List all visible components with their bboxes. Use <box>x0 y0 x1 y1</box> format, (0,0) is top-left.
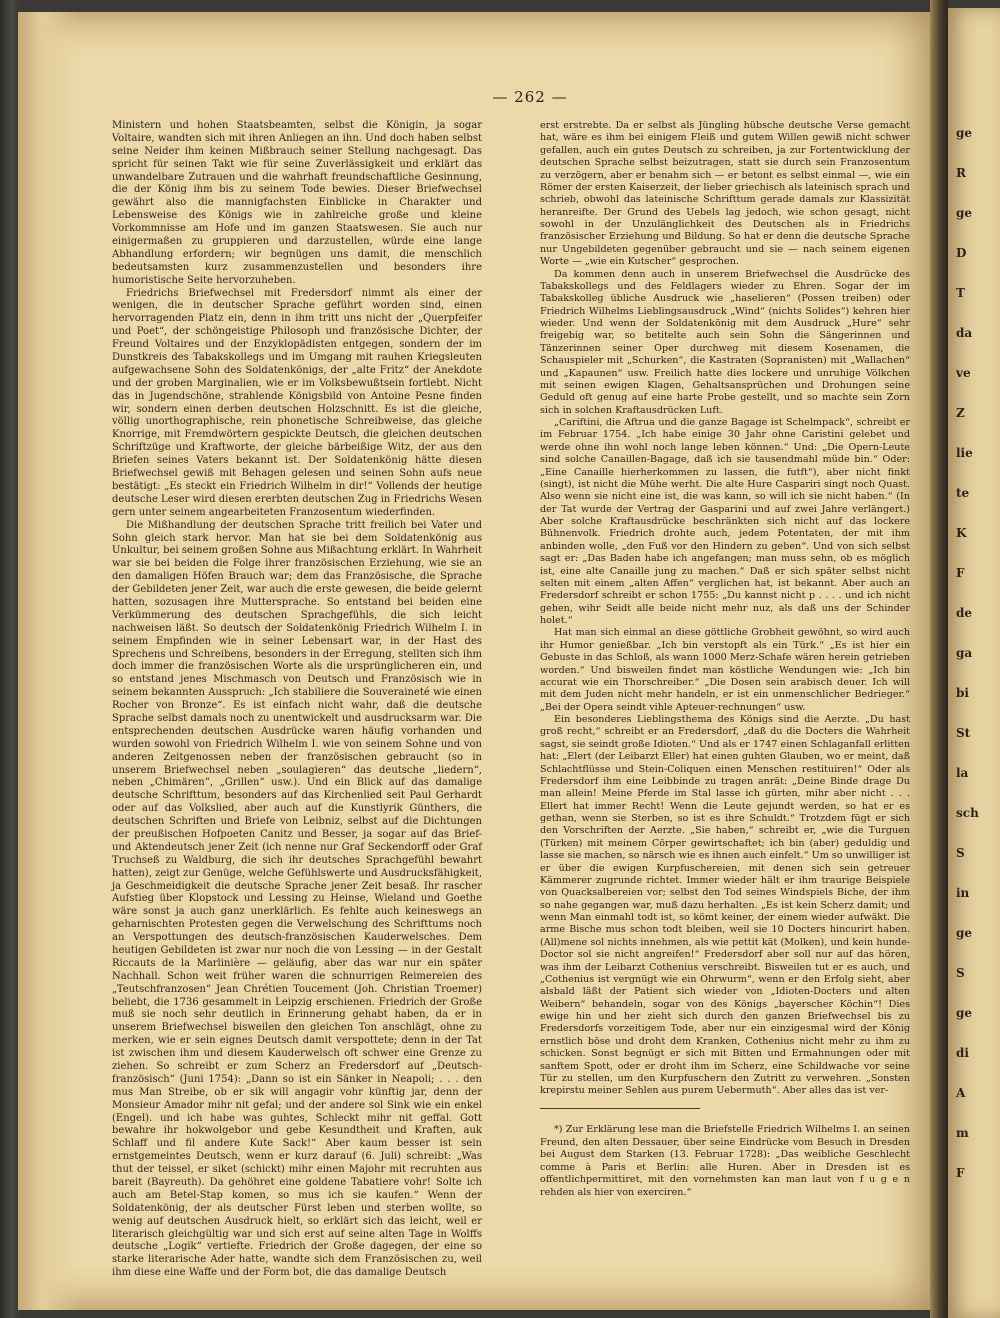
next-page-fragment: D <box>956 246 967 260</box>
next-page-fragment: R <box>956 166 966 180</box>
next-page-fragment: ge <box>956 926 973 940</box>
next-page-fragment: in <box>956 886 970 900</box>
next-page-fragment: m <box>956 1126 969 1140</box>
next-page-fragment: St <box>956 726 971 740</box>
next-page-fragment: F <box>956 566 965 580</box>
next-page-fragment: te <box>956 486 970 500</box>
next-page-fragment: da <box>956 326 973 340</box>
paragraph: „Cariftini, die Aftrua und die ganze Bagage ist Schelmpack“, schreibt er im Februar 1754. „Ich habe einige 30 Jahr ohne Caristini gelebet und werde ohne ihn wohl noch lange leben können.“ Und: „Die Opern-Leute sind solche Canaillen-Bagage, daß ich sie tausendmahl müde bin.“ Oder: „Eine Canaille hierherkommen zu lassen, die futft“), aber nicht finkt (singt), ist nicht die Mühe werht. Die alte Hure Caspariri singt noch Quast. Also wenn sie nicht eine ist, die was kann, so will ich sie nicht haben.“ (In der Tat wurde der Vertrag der Gasparini und auf zwei Jahre verlängert.) Aber solche Kraftausdrücke beschränkten sich nicht auf das lockere Bühnenvolk. Friedrich drohte auch, jedem Potentaten, der mit ihm anbinden wolle, „den Fuß vor den Hindern zu geben“. Und von sich selbst sagt er: „Das Baden habe ich angefangen; man muss sehn, ob es möglich ist, eine alte Canaille jung zu machen.“ Daß er sich später selbst nicht selten mit einem „alten Affen“ verglichen hat, ist bekannt. Aber auch an Fredersdorf schreibt er schon 1755: „Du kannst nicht p . . . . und ich nicht gehen, wihr Seidt alle beide nicht mehr nuz, als daß uns der Schinder holet.“ <box>540 417 910 626</box>
page-number: — 262 — <box>492 88 568 106</box>
next-page-fragment: de <box>956 606 973 620</box>
page-edge <box>18 12 78 1310</box>
right-column <box>540 120 910 1098</box>
footnote-text: *) Zur Erklärung lese man die Briefstelle Friedrich Wilhelms I. an seinen Freund, den alten Dessauer, über seine Eindrücke vom Besuch in Dresden bei August dem Starken (13. Februar 1728): „Das weibliche Geschlecht comme à Paris et Berlin: alle Huren. Aber in Dresden ist es offentlichpermittiret, mit den vornehmsten kan man laut von f u g e n rehden als hier von exerciren.“ <box>540 1124 910 1198</box>
next-page-fragment: Z <box>956 406 965 420</box>
paragraph: Ein besonderes Lieblingsthema des Königs sind die Aerzte. „Du hast groß recht,“ schreibt er an Fredersdorf, „daß du die Docters die Wahrheit sagst, sie seindt große Idioten.“ Und als er 1747 einen Schlaganfall erlitten hat: „Elert (der Leibarzt Eller) hat einen guhten Glauben, wo er meint, daß Schlachtflüsse und Stein-Coliquen einen Menschen restituiren!“ Oder als Fredersdorf ihm eine Leibbinde zu tragen anrät: „Deine Binde drage Du man allein! Meine Pferde im Stal lasse ich gürten, mihr aber nicht . . . Ellert hat immer Recht! Wenn die Leute gejundt werden, so hat er es gethan, wenn sie Sterben, so ist es ihre Schuldt.“ Trotzdem fügt er sich den Vorschriften der Aerzte. „Sie haben,“ schreibt er, „wie die Turguen (Türken) mit meinem Cörper gewirtschaftet; ich bin (aber) geduldig und lasse sie machen, so närsch wie es ihnen auch einfelt.“ Um so unwilliger ist er über die ewigen Kurpfuschereien, mit denen sich sein getreuer Kämmerer zugrunde richtet. Immer wieder hält er ihm traurige Beispiele von Quacksalbereien vor; selbst den Tod seines Windspiels Biche, der ihm so nahe gegangen war, muß dazu herhalten. „Es ist kein Scherz damit; und wenn Man einmahl todt ist, so kömt keiner, der einem wieder aufwäkt. Die arme Bische mus schon todt bleiben, weil sie 10 Docters hincurirt haben. (All)mene sol nichts innehmen, als wie pettit kät (Molken), und kein hunde-Doctor sol sie nicht angreifen!“ Fredersdorf aber soll nur auf das hören, was ihm der Leibarzt Cothenius verschreibt. Bisweilen tut er es auch, und „Cothenius ist vergnügt wie ein Ohrwurm“, wenn er den Erfolg sieht, aber alsbald läßt der Patient sich wieder von „Idioten-Docters und alten Weibern“ behandeln, sogar von des Königs „bayerscher Köchin“! Dies ewige hin und her zieht sich durch den ganzen Briefwechsel bis zu Fredersdorfs vorzeitigem Tode, aber nur ein einzigesmal wird der König ernstlich böse und droht dem Kranken, Cothenius nicht mehr zu ihm zu schicken. Sonst begnügt er sich mit Bitten und Ermahnungen oder mit sanftem Spott, oder er droht ihm im Scherz, eine Schildwache vor seine Tür zu stellen, um den Kurpfuschern den Zutritt zu verwehren. „Sonsten krepirstu meiner Sehlen aus purem Uebermuth“. Aber alles das ist ver- <box>540 714 910 1097</box>
paragraph: Friedrichs Briefwechsel mit Fredersdorf nimmt als einer der wenigen, die in deutscher Sprache geführt worden sind, einen hervorragenden Platz ein, denn in ihm tritt uns nicht der „Querpfeifer und Poet“, der schöngeistige Philosoph und französische Dichter, der Freund Voltaires und der Enzyklopädisten entgegen, sondern der im Dunstkreis des Tabakskollegs und im Umgang mit rauhen Kriegsleuten aufgewachsene Sohn des Soldatenkönigs, der „alte Fritz“ der Anekdote und der groben Marginalien, wie er im Volksbewußtsein fortlebt. Nicht das in Jugendschöne, strahlende Königsbild von Antoine Pesne finden wir, sondern einen derben deutschen Holzschnitt. Es ist die gleiche, völlig unorthographische, rein phonetische Schreibweise, das gleiche Knorrige, mit Fremdwörtern gespickte Deutsch, die gleichen deutschen Schriftzüge und Kraftworte, der gleiche bärbeißige Witz, der aus den Briefen seines Vaters bekannt ist. Der Soldatenkönig hätte diesen Briefwechsel gewiß mit Behagen gelesen und seinen Sohn aufs neue bestätigt: „Es steckt ein Friedrich Wilhelm in dir!“ Vollends der heutige deutsche Leser wird diesen ererbten deutschen Zug in Friedrichs Wesen gern unter seinem angearbeiteten Franzosentum wiederfinden. <box>112 287 482 518</box>
footnote-divider <box>540 1108 700 1109</box>
next-page-fragment: A <box>956 1086 966 1100</box>
next-page-fragment: lie <box>956 446 973 460</box>
next-page-fragment: S <box>956 846 965 860</box>
next-page-edge <box>948 8 1000 1318</box>
paragraph: Da kommen denn auch in unserem Briefwechsel die Ausdrücke des Tabakskollegs und des Feldlagers wieder zu Ehren. Sogar der im Tabakskolleg übliche Ausdruck wie „haselieren“ (Possen treiben) oder Friedrich Wilhelms Lieblingsausdruck „Wind“ (nichts Solides“) kehren hier wieder. Und wenn der Soldatenkönig mit dem Ausdruck „Hure“ sehr freigebig war, so betitelte auch sein Sohn die Sängerinnen und Tänzerinnen seiner Oper durchweg mit diesem Kosenamen, die Schauspieler mit „Schurken“, die Kastraten (Sopranisten) mit „Wallachen“ und „Kapaunen“ usw. Freilich hatte dies lockere und unruhige Völkchen mit seinen ewigen Klagen, Gehaltsansprüchen und Drohungen seine Geduld oft genug auf eine harte Probe gestellt, und so machte sein Zorn sich in solchen Kraftausdrücken Luft. <box>540 268 910 416</box>
next-page-fragment: ve <box>956 366 971 380</box>
next-page-fragment: bi <box>956 686 969 700</box>
next-page-fragment: ge <box>956 126 973 140</box>
book-gutter <box>930 0 948 1318</box>
paragraph: Ministern und hohen Staatsbeamten, selbst die Königin, ja sogar Voltaire, wandten sich mit ihren Anliegen an ihn. Und doch haben selbst seine Neider ihm keinen Mißbrauch seiner Stellung nachgesagt. Das spricht für seinen Takt wie für seine Zuverlässigkeit und erklärt das unwandelbare Zutrauen und die wahrhaft freundschaftliche Gesinnung, die der König ihm bis zu seinem Tode bewies. Dieser Briefwechsel gewährt also die mannigfachsten Einblicke in Charakter und Lebensweise des Königs wie in zahlreiche große und kleine Vorkommnisse am Hofe und im ganzen Staatswesen. Sie auch nur einigermaßen zu gruppieren und darzustellen, würde eine lange Abhandlung erfordern; wir begnügen uns damit, die menschlich bedeutsamsten kurz zusammenzustellen und besonders ihre humoristische Seite hervorzuheben. <box>112 120 482 286</box>
next-page-fragment: ge <box>956 1006 973 1020</box>
next-page-fragment: di <box>956 1046 969 1060</box>
next-page-fragment: T <box>956 286 965 300</box>
next-page-fragment: ge <box>956 206 973 220</box>
left-column <box>112 120 482 1280</box>
next-page-fragment: S <box>956 966 965 980</box>
paragraph: erst erstrebte. Da er selbst als Jüngling hübsche deutsche Verse gemacht hat, wäre es ihm bei einigem Fleiß und gutem Willen gewiß nicht schwer gefallen, auch ein gutes Deutsch zu schreiben, ja zur Fortentwicklung der deutschen Sprache selbst beizutragen, statt sie durch sein Franzosentum zu verzögern, aber er benahm sich — er betont es selbst einmal —, wie ein Römer der ersten Kaiserzeit, der lieber griechisch als lateinisch sprach und schrieb, obwohl das lateinische Schrifttum gerade damals zur Klassizität heranreifte. Der Grund des Uebels lag jedoch, wie schon gesagt, nicht sowohl in der Unzulänglichkeit des Deutschen als in Friedrichs französischer Erziehung und Bildung. So hat er denn die deutsche Sprache nur Ungebildeten gegenüber gebraucht und sie — nach seinem eigenen Worte — „wie ein Kutscher“ gesprochen. <box>540 120 910 268</box>
paragraph: Hat man sich einmal an diese göttliche Grobheit gewöhnt, so wird auch ihr Humor genießbar. „Ich bin verstopft als ein Türk.“ „Es ist hier ein Gebuste in das Schloß, als wann 1000 Merz-Schafe wären herein getrieben worden.“ Und bisweilen findet man köstliche Wendungen wie: „Ich bin accurat wie ein Thorschreiber.“ „Die Dosen sein arabisch deuer. Ich will mit dem Juden nicht mehr handeln, er ist ein unmenschlicher Bedrieger.“ „Bei der Opera seindt vihle Apteuer-rechnungen“ usw. <box>540 627 910 713</box>
next-page-fragment: sch <box>956 806 979 820</box>
next-page-fragment: la <box>956 766 969 780</box>
footnote <box>540 1124 910 1200</box>
paragraph: Die Mißhandlung der deutschen Sprache tritt freilich bei Vater und Sohn gleich stark hervor. Man hat sie bei dem Soldatenkönig aus Unkultur, bei seinem großen Sohne aus Mißachtung erklärt. In Wahrheit war sie bei beiden die Folge ihrer französischen Erziehung, wie sie an den damaligen Höfen Brauch war; dem das Französische, die Sprache der Gebildeten jener Zeit, war auch die erste gewesen, die beide gelernt hatten, sozusagen ihre Muttersprache. So entstand bei beiden eine Verkümmerung des deutschen Sprachgefühls, die sich leicht nachweisen läßt. So deutsch der Soldatenkönig Friedrich Wilhelm I. in seinem Empfinden wie in seiner Lebensart war, in der Hast des Sprechens und Schreibens, besonders in der Erregung, stellten sich ihm doch immer die französischen Worte als die ursprünglicheren ein, und so entstand jenes Mischmasch von Deutsch und Französisch wie in seinem bekannten Ausspruch: „Ich stabiliere die Souveraineté wie einen Rocher von Bronze“. Es ist einfach nicht wahr, daß die deutsche Sprache selbst damals noch zu unentwickelt und ausdrucksarm war. Die entsprechenden deutschen Ausdrücke waren häufig vorhanden und wurden sowohl von Friedrich Wilhelm I. wie von seinem Sohne und von anderen Zeitgenossen neben der französischen gebraucht (so in unserem Briefwechsel neben „soulagieren“ das deutsche „liedern“, neben „Chimären“, „Grillen“ usw.). Und ein Blick auf das damalige deutsche Schrifttum, besonders auf das Kirchenlied seit Paul Gerhardt oder auf das Volkslied, aber auch auf die Kunstlyrik Günthers, die deutschen Schriften und Briefe von Leibniz, selbst auf die Dichtungen der preußischen Hofpoeten Canitz und Besser, ja sogar auf das Brief- und Aktendeutsch jener Zeit (ich nenne nur Graf Seckendorff oder Graf Truchseß zu Waldburg, die sich ihr deutsches Sprachgefühl bewahrt hatten), zeigt zur Genüge, welche Gefühlswerte und Ausdrucksfähigkeit, ja Geschmeidigkeit die deutsche Sprache jener Zeit besaß. Ihr rascher Aufstieg über Klopstock und Lessing zu Heinse, Wieland und Goethe wäre sonst ja auch ganz unerklärlich. Es fehlte auch keineswegs an geharnischten Protesten gegen die Verwelschung des Schrifttums noch an Verspottungen des deutsch-französischen Kauderwelsches. Dem heutigen Gebildeten ist zwar nur noch die von Lessing — in der Gestalt Riccauts de la Marlinière — geläufig, aber das war nur ein später Nachhall. Schon weit früher waren die schnurrigen Reimereien des „Teutschfranzosen“ Jean Chrétien Toucement (Joh. Christian Troemer) beliebt, die 1736 gesammelt in Leipzig erschienen. Friedrich der Große muß sie noch sehr deutlich in Erinnerung gehabt haben, da er in unserem Briefwechsel bisweilen den gleichen Ton anschlägt, ohne zu merken, wie er sein eignes Deutsch damit verspottete; denn in der Tat ist zwischen ihm und diesem Kauderwelsch oft schwer eine Grenze zu ziehen. So schreibt er zum Scherz an Fredersdorf auf „Deutsch-französisch“ (Juni 1754): „Dann so ist ein Sänker in Neapoli; . . . den mus Man Streibe, ob er sik will angagir vohr künftig jar, denn der Monsieur Amador mihr nit gefal; und der andere sol Sink wie ein enkel (Engel). und ich habe was guhtes, Schleckt mihr nit geffal. Gott bewahre ihr hokwolgebor und gebe Kesundtheit und Kraften, auk Schlaff und fil andere Kute Sack!“ Aber kaum besser ist sein ernstgemeintes Deutsch, wenn er kurz darauf (6. Juli) schreibt: „Was thut der teissel, er siket (schickt) mihr einen Majohr mit recruhten aus bareit (Bayreuth). Da gehöhret eine goldene Tabatiere vohr! Solte ich auch am Betel-Stap komen, so mus ich sie kaufen.“ Wenn der Soldatenkönig, der als deutscher Fürst leben und sterben wollte, so wenig auf deutschen Ausdruck hielt, so erklärt sich das leicht, weil er literarisch gleichgültig war und sich erst auf seine alten Tage in Wolffs deutsche „Logik“ vertiefte. Friedrich der Große dagegen, der eine so starke literarische Ader hatte, wandte sich dem Französischen zu, weil ihm diese eine Waffe und der Form bot, die das damalige Deutsch <box>112 519 482 1279</box>
next-page-fragment: K <box>956 526 967 540</box>
next-page-fragment: F <box>956 1166 965 1180</box>
next-page-fragment: ga <box>956 646 973 660</box>
